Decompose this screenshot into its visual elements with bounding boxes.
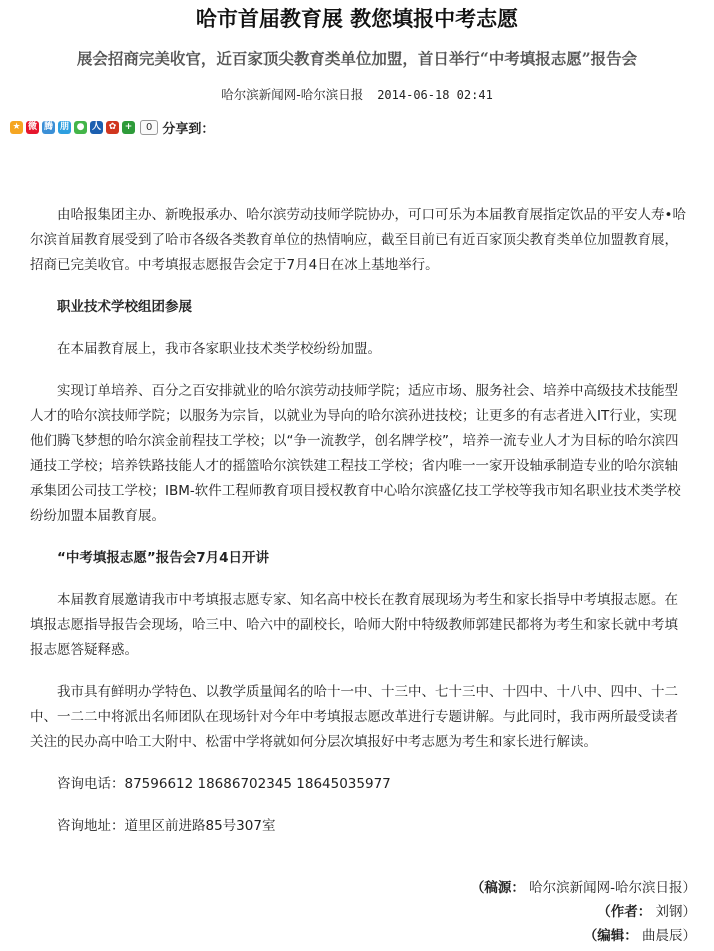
share-count: 0	[140, 120, 158, 135]
section-heading-report: “中考填报志愿”报告会7月4日开讲	[57, 550, 270, 566]
footer-editor-label: （编辑：	[583, 928, 638, 944]
footer-source-value: 哈尔滨新闻网-哈尔滨日报）	[529, 880, 696, 896]
article-body	[30, 203, 690, 856]
paragraph-intro: 由哈报集团主办、新晚报承办、哈尔滨劳动技师学院协办，可口可乐为本届教育展指定饮品的平安人寿•哈尔滨首届教育展受到了哈市各级各类教育单位的热情响应，截至目前已有近百家顶尖教育类单位加盟教育展，招商已完美收官。中考填报志愿报告会定于7月4日在冰上基地举行。	[30, 207, 686, 273]
share-label: 分享到：	[162, 121, 215, 137]
footer-source-label: （稿源：	[470, 880, 525, 896]
paragraph-report-experts: 本届教育展邀请我市中考填报志愿专家、知名高中校长在教育展现场为考生和家长指导中考填报志愿。在填报志愿指导报告会现场，哈三中、哈六中的副校长，哈师大附中特级教师郭建民都将为考生和家长就中考填报志愿答疑释惑。	[30, 592, 678, 658]
contact-phone: 咨询电话：87596612 18686702345 18645035977	[57, 776, 391, 792]
renren-icon[interactable]: 人	[91, 121, 101, 132]
more-plus-icon[interactable]: +	[122, 121, 135, 134]
weibo-icon[interactable]: 微	[27, 121, 37, 132]
pengyou-icon[interactable]: 朋	[59, 121, 69, 132]
kaixin-icon[interactable]: ✿	[106, 121, 119, 134]
footer-author-value: 刘钢）	[655, 904, 696, 920]
paragraph-vocational-schools: 实现订单培养、百分之百安排就业的哈尔滨劳动技师学院；适应市场、服务社会、培养中高级技术技能型人才的哈尔滨技师学院；以服务为宗旨，以就业为导向的哈尔滨孙进技校；让更多的有志者进入IT行业，实现他们腾飞梦想的哈尔滨金前程技工学校；以“争一流教学，创名牌学校”，培养一流专业人才为目标的哈尔滨四通技工学校；培养铁路技能人才的摇篮哈尔滨铁建工程技工学校；省内唯一一家开设轴承制造专业的哈尔滨轴承集团公司技工学校；IBM-软件工程师教育项目授权教育中心哈尔滨盛亿技工学校等我市知名职业技术类学校纷纷加盟本届教育展。	[30, 383, 681, 524]
share-bar	[10, 117, 214, 137]
article-footer	[471, 876, 696, 948]
wechat-icon[interactable]: ●	[74, 121, 87, 134]
article-date: 2014-06-18 02:41	[377, 88, 493, 102]
qzone-icon[interactable]: ★	[10, 121, 23, 134]
paragraph-vocational-join: 在本届教育展上，我市各家职业技术类学校纷纷加盟。	[57, 341, 381, 357]
article-title: 哈市首届教育展 教您填报中考志愿	[195, 6, 519, 31]
footer-author-label: （作者：	[597, 904, 652, 920]
footer-editor-value: 曲晨辰）	[642, 928, 696, 944]
footer-editor	[471, 924, 696, 948]
article-meta	[0, 86, 714, 104]
section-heading-vocational: 职业技术学校组团参展	[57, 299, 192, 315]
article-subtitle: 展会招商完美收官，近百家顶尖教育类单位加盟，首日举行“中考填报志愿”报告会	[76, 49, 638, 68]
footer-author	[471, 900, 696, 924]
footer-source	[471, 876, 696, 900]
tencent-weibo-icon[interactable]: 腾	[43, 121, 53, 132]
article-source: 哈尔滨新闻网-哈尔滨日报	[221, 87, 364, 102]
contact-address: 咨询地址：道里区前进路85号307室	[57, 818, 276, 834]
paragraph-report-schools: 我市具有鲜明办学特色、以教学质量闻名的哈十一中、十三中、七十三中、十四中、十八中、四中、十二中、一二二中将派出名师团队在现场针对今年中考填报志愿改革进行专题讲解。与此同时，我市两所最受读者关注的民办高中哈工大附中、松雷中学将就如何分层次填报好中考志愿为考生和家长进行解读。	[30, 684, 678, 750]
